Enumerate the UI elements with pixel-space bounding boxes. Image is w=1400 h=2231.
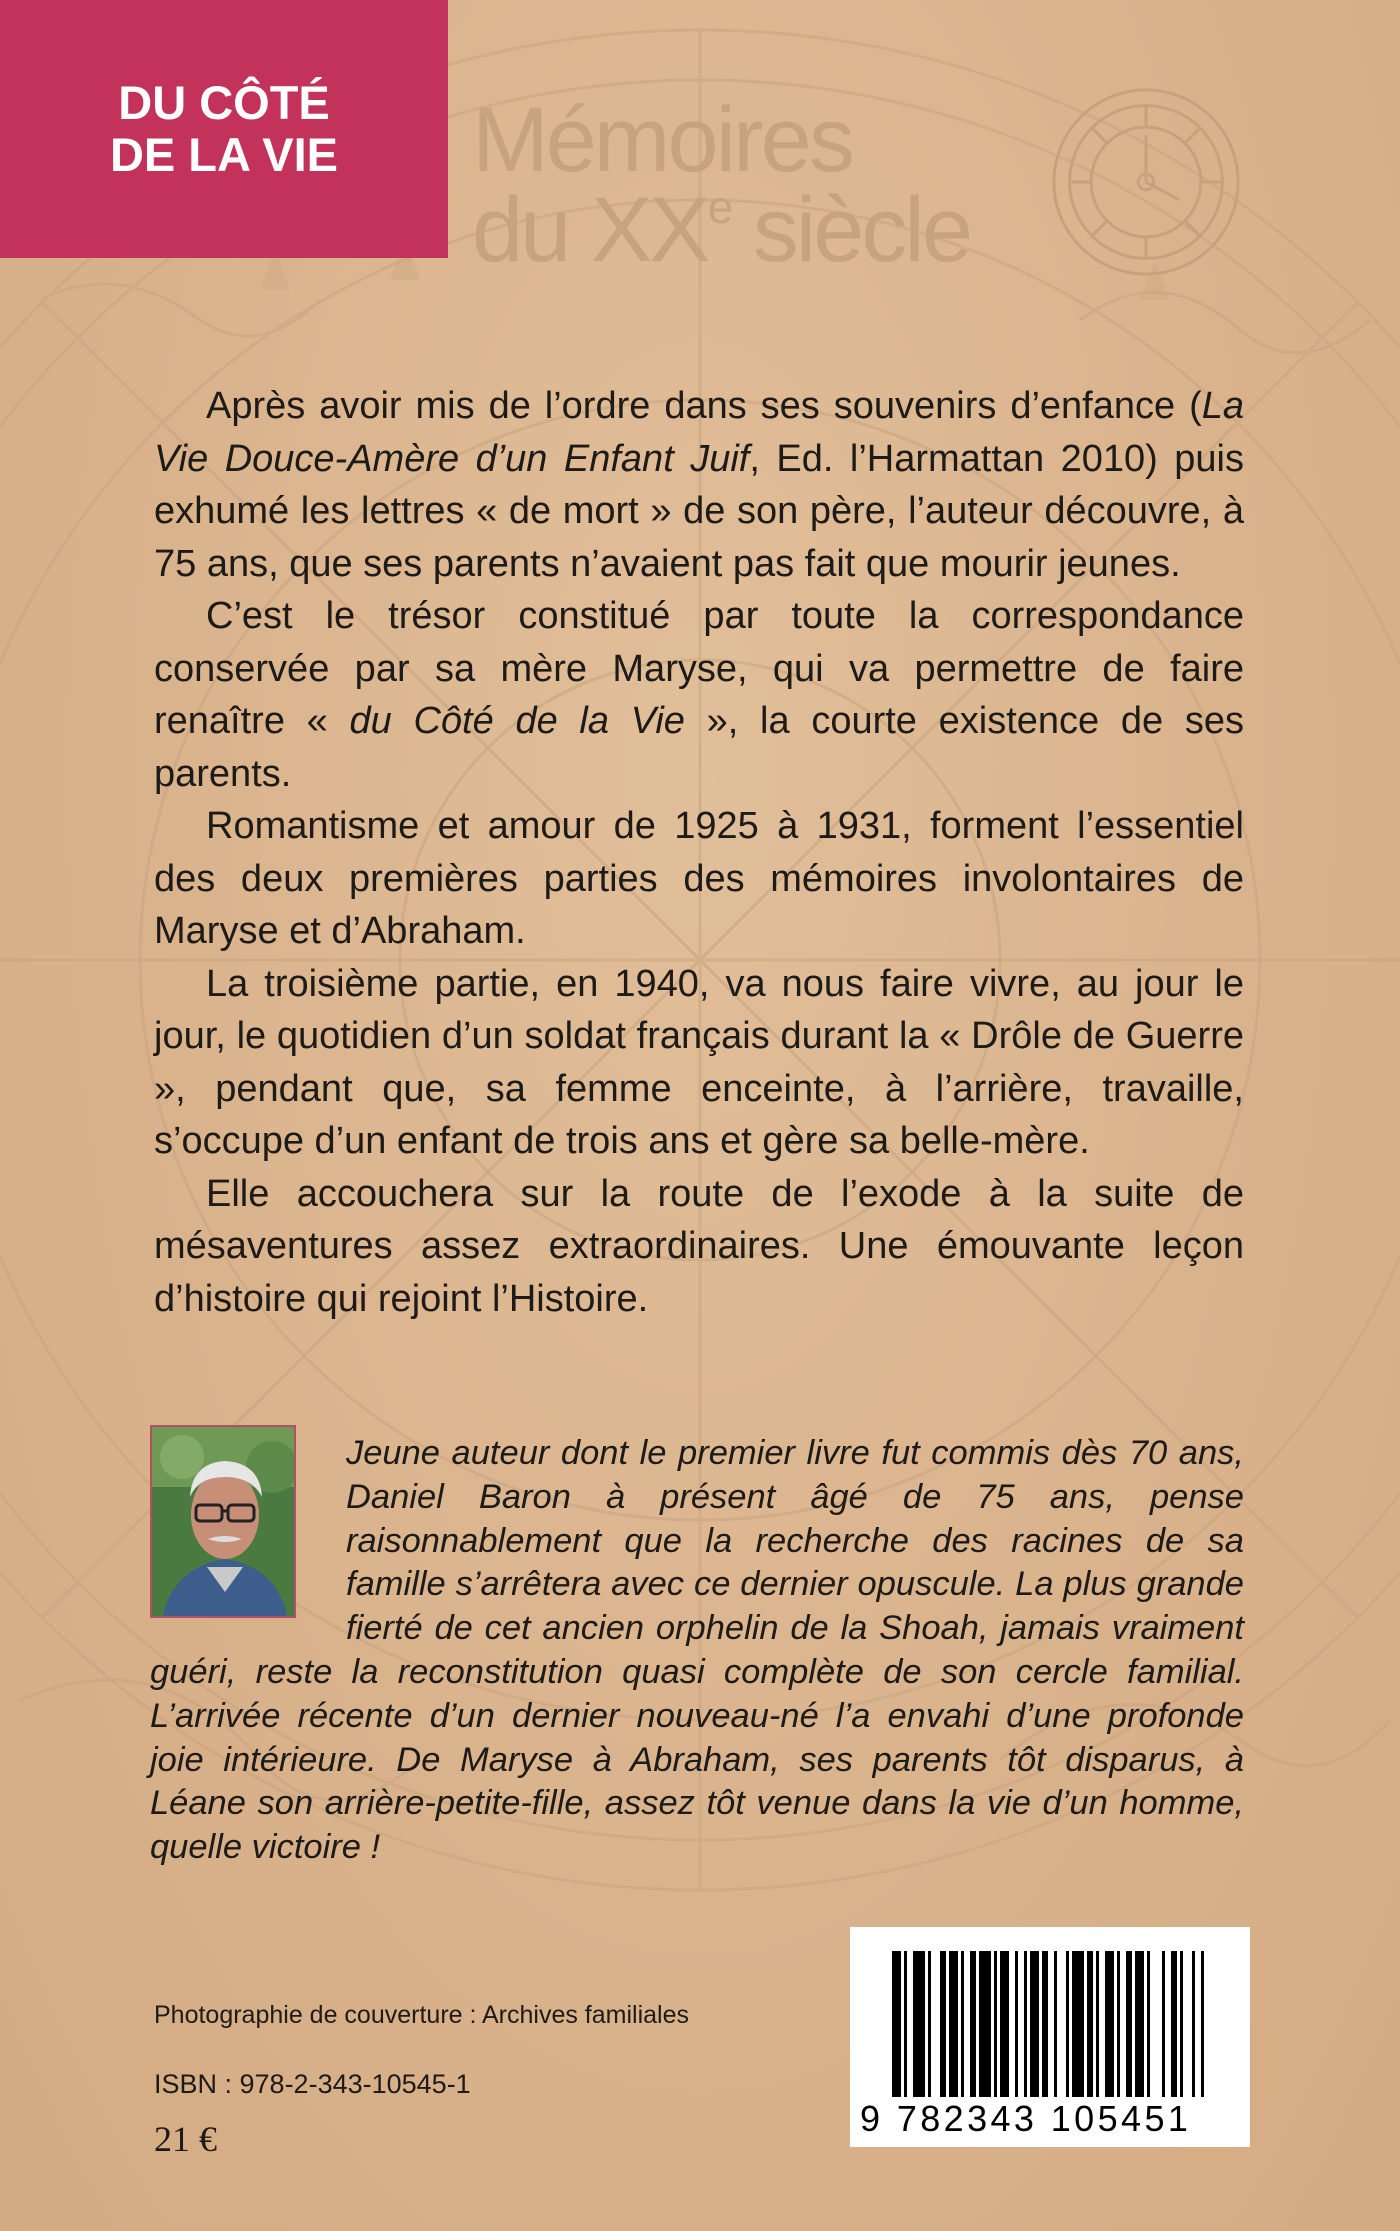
collection-name-line1: DU CÔTÉ — [118, 76, 330, 129]
barcode-bar — [1042, 1951, 1048, 2097]
series-title-superscript: e — [707, 181, 731, 233]
isbn-barcode — [850, 1927, 1250, 2147]
barcode-bar — [1066, 1951, 1069, 2097]
clock-icon — [1048, 84, 1244, 280]
barcode-bar — [1096, 1951, 1099, 2097]
series-title-suffix: siècle — [730, 179, 970, 281]
barcode-bar — [1147, 1951, 1150, 2097]
barcode-bar — [904, 1951, 907, 2097]
back-cover-summary — [154, 380, 1244, 1325]
barcode-bar — [1087, 1951, 1093, 2097]
barcode-bar — [1117, 1951, 1120, 2097]
barcode-bar — [1201, 1951, 1204, 2097]
summary-paragraph-5: Elle accouchera sur la route de l’exode à la suite de mésaventures assez extraordinaires. Une émouvante leçon d’histoire qui rejoint l’Histoire. — [154, 1172, 1244, 1320]
barcode-bar — [913, 1951, 925, 2097]
barcode-bar — [1105, 1951, 1114, 2097]
summary-paragraph-1: Après avoir mis de l’ordre dans ses souvenirs d’enfance (La Vie Douce-Amère d’un Enfant Juif, Ed. l’Harmattan 2010) puis exhumé les lettres « de mort » de son père, l’auteur découvre, à 75 ans, que ses parents n’avaient pas fait que mourir jeunes. — [154, 385, 1244, 585]
barcode-bar — [1180, 1951, 1183, 2097]
barcode-bar — [1192, 1951, 1195, 2097]
series-title-prefix: du XX — [472, 179, 708, 281]
barcode-bar — [1126, 1951, 1132, 2097]
summary-paragraph-2: C’est le trésor constitué par toute la correspondance conservée par sa mère Maryse, qui va permettre de faire renaître « du Côté de la Vie », la courte existence de ses parents. — [154, 595, 1244, 795]
barcode-digits: 9 782343 105451 — [860, 2098, 1192, 2139]
barcode-bar — [1054, 1951, 1057, 2097]
price: 21 € — [154, 2119, 217, 2159]
author-biography: Jeune auteur dont le premier livre fut commis dès 70 ans, Daniel Baron à présent âgé de 75 ans, pense raisonnablement que la recherche des racines de sa famille s’arrêtera avec ce dernier opuscule. La plus grande fierté de cet ancien orphelin de la Shoah, jamais vraiment guéri, reste la reconstitution quasi complète de son cercle familial. L’arrivée récente d’un dernier nouveau-né l’a envahi d’une profonde joie intérieure. De Maryse à Abraham, ses parents tôt disparus, à Léane son arrière-petite-fille, assez tôt venue dans la vie d’un homme, quelle victoire ! — [150, 1434, 1244, 1867]
barcode-bar — [1000, 1951, 1009, 2097]
barcode-bar — [961, 1951, 964, 2097]
barcode-bar — [979, 1951, 991, 2097]
barcode-bar — [1135, 1951, 1144, 2097]
book-title-mention: du Côté de la Vie — [349, 700, 685, 742]
barcode-bar — [928, 1951, 931, 2097]
isbn-number: ISBN : 978-2-343-10545-1 — [154, 2069, 471, 2099]
barcode-bar — [1171, 1951, 1177, 2097]
collection-badge — [0, 0, 448, 258]
series-title-line1: Mémoires — [472, 89, 852, 191]
summary-paragraph-4: La troisième partie, en 1940, va nous faire vivre, au jour le jour, le quotidien d’un soldat français durant la « Drôle de Guerre », pendant que, sa femme enceinte, à l’arrière, travaille, s’occupe d’un enfant de trois ans et gère sa belle-mère. — [154, 962, 1244, 1162]
barcode-bar — [892, 1951, 901, 2097]
barcode-bar — [1162, 1951, 1165, 2097]
series-title — [472, 89, 1092, 281]
photo-credit: Photographie de couverture : Archives familiales — [154, 2001, 690, 2029]
summary-paragraph-3: Romantisme et amour de 1925 à 1931, forment l’essentiel des deux premières parties des mémoires involontaires de Maryse et d’Abraham. — [154, 805, 1244, 952]
series-title-line2 — [472, 179, 1092, 281]
collection-name-line2: DE LA VIE — [109, 128, 339, 181]
cited-book-title: La Vie Douce-Amère d’un Enfant Juif — [154, 385, 1244, 480]
barcode-bar — [1072, 1951, 1084, 2097]
barcode-bar — [970, 1951, 976, 2097]
barcode-bar — [994, 1951, 997, 2097]
barcode-bar — [1030, 1951, 1039, 2097]
barcode-bar — [1024, 1951, 1027, 2097]
barcode-bar — [940, 1951, 946, 2097]
barcode-bar — [949, 1951, 958, 2097]
barcode-bar — [1015, 1951, 1018, 2097]
